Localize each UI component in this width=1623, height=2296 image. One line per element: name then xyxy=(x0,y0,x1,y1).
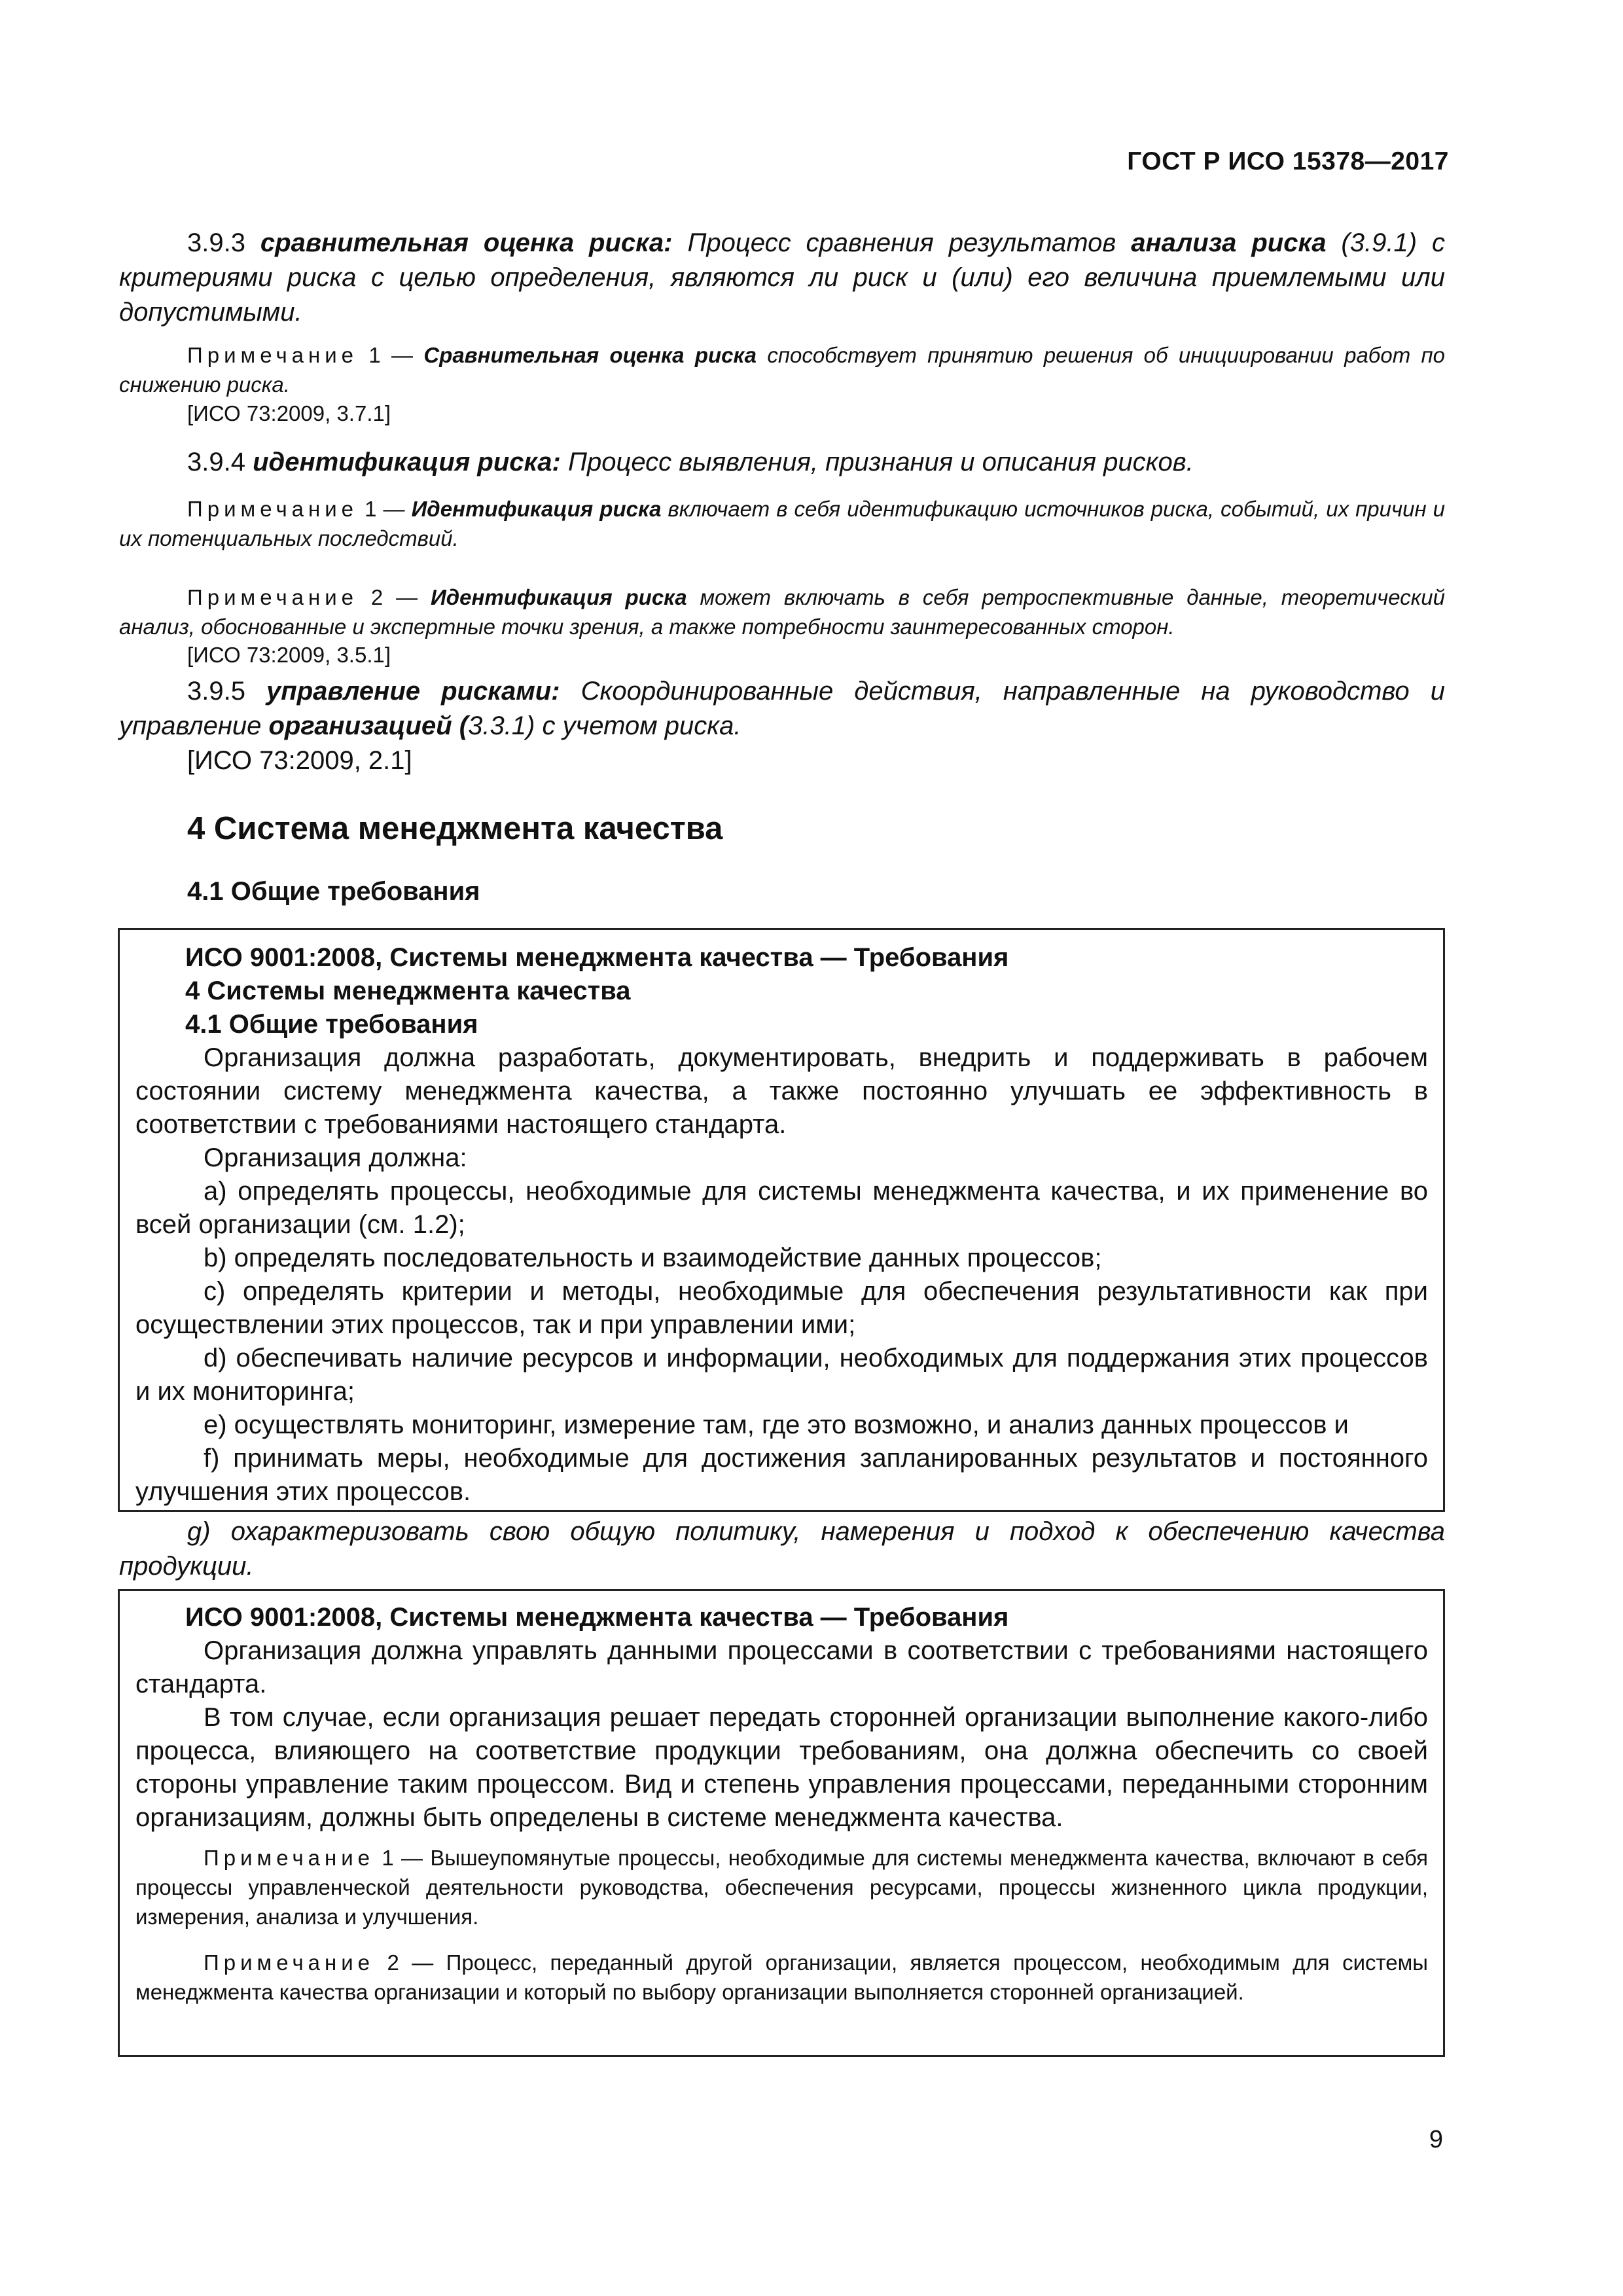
note-text: 2 — Процесс, переданный другой организации, является процессом, необходимым для системы менеджмента качества организации и который по выбору организации выполняется сторонней организацией. xyxy=(135,1950,1429,2004)
source-ref: [ИСО 73:2009, 3.7.1] xyxy=(187,401,391,425)
list-item-a: a) определять процессы, необходимые для системы менеджмента качества, и их применение во всей организации (см. 1.2); xyxy=(135,1177,1428,1239)
note-text: способствует принятию решения об инициировании работ по снижению риска. xyxy=(119,343,1446,397)
source-ref: [ИСО 73:2009, 3.5.1] xyxy=(187,643,391,667)
term-name: идентификация риска: xyxy=(253,448,561,476)
box-subheading: 4.1 Общие требования xyxy=(185,1010,478,1039)
quote-box-iso9001-2 xyxy=(118,1589,1445,2057)
list-item-c: c) определять критерии и методы, необходимые для обеспечения результативности как при осуществлении этих процессов, так и при управлении ими; xyxy=(135,1277,1428,1339)
term-reference: организацией ( xyxy=(268,711,469,740)
note-text: включает в себя идентификацию источников риска, событий, их причин и их потенциальных последствий. xyxy=(119,497,1446,550)
term-name: сравнительная оценка риска: xyxy=(260,228,673,257)
term-definition-cont: 3.3.1) с учетом риска. xyxy=(468,711,741,740)
term-definition: Процесс выявления, признания и описания рисков. xyxy=(568,448,1194,476)
term-3-9-5 xyxy=(119,674,1445,744)
box-paragraph: В том случае, если организация решает передать сторонней организации выполнение какого-либо процесса, влияющего на соответствие продукции требованиям, она должна обеспечить со своей стороны управление таким процессом. Вид и степень управления процессами, переданными сторонним организациям, должны быть определены в системе менеджмента качества. xyxy=(135,1703,1428,1832)
quote-box-iso9001 xyxy=(118,928,1445,1512)
box-heading: 4 Системы менеджмента качества xyxy=(185,977,631,1005)
box-paragraph: Организация должна управлять данными процессами в соответствии с требованиями настоящего стандарта. xyxy=(135,1636,1428,1698)
note-3-9-4-2 xyxy=(119,583,1445,641)
term-number: 3.9.5 xyxy=(187,677,245,706)
note-term: Идентификация риска xyxy=(430,585,687,609)
term-definition: Процесс сравнения результатов xyxy=(687,228,1116,257)
term-definition: Скоординированные действия, направленные на руководство и управление xyxy=(119,677,1445,740)
subsection-title: 4.1 Общие требования xyxy=(187,877,480,906)
note-term: Идентификация риска xyxy=(411,497,662,521)
list-item-b: b) определять последовательность и взаимодействие данных процессов; xyxy=(204,1244,1102,1272)
source-ref: [ИСО 73:2009, 2.1] xyxy=(187,746,412,775)
term-definition-cont: (3.9.1) с критериями риска с целью определения, являются ли риск и (или) его величина приемлемыми или допустимыми. xyxy=(119,228,1445,327)
box-title: ИСО 9001:2008, Системы менеджмента качества — Требования xyxy=(185,1603,1009,1632)
standard-header: ГОСТ Р ИСО 15378—2017 xyxy=(1127,147,1449,175)
box-paragraph: Организация должна: xyxy=(204,1143,467,1172)
list-item-f: f) принимать меры, необходимые для достижения запланированных результатов и постоянного улучшения этих процессов. xyxy=(135,1444,1428,1506)
list-item-d: d) обеспечивать наличие ресурсов и информации, необходимых для поддержания этих процессов и их мониторинга; xyxy=(135,1344,1428,1406)
note-text: 1 — Вышеупомянутые процессы, необходимые для системы менеджмента качества, включают в себя процессы управленческой деятельности руководства, обеспечения ресурсами, процессы жизненного цикла продукции, измерения, анализа и улучшения. xyxy=(135,1846,1428,1929)
list-item-g: g) охарактеризовать свою общую политику, намерения и подход к обеспечению качества продукции. xyxy=(119,1517,1445,1581)
term-name: управление рисками: xyxy=(266,677,560,706)
list-item-e: e) осуществлять мониторинг, измерение там, где это возможно, и анализ данных процессов и xyxy=(204,1410,1349,1439)
term-number: 3.9.3 xyxy=(187,228,245,257)
note-label: Примечание xyxy=(204,1846,375,1870)
note-3-9-3 xyxy=(119,340,1445,399)
box-note-1 xyxy=(135,1843,1428,1931)
note-number: 1 — xyxy=(365,497,405,521)
note-number: 1 — xyxy=(368,343,414,367)
term-3-9-4 xyxy=(119,445,1445,480)
note-text: может включать в себя ретроспективные данные, теоретический анализ, обоснованные и экспертные точки зрения, а также потребности заинтересованных сторон. xyxy=(119,585,1446,639)
note-label: Примечание xyxy=(187,585,359,609)
term-reference: анализа риска xyxy=(1131,228,1327,257)
note-label: Примечание xyxy=(204,1950,375,1975)
note-label: Примечание xyxy=(187,497,359,521)
box-paragraph: Организация должна разработать, документировать, внедрить и поддерживать в рабочем состоянии систему менеджмента качества, а также постоянно улучшать ее эффективность в соответствии с требованиями настоящего стандарта. xyxy=(135,1043,1428,1139)
term-number: 3.9.4 xyxy=(187,448,245,476)
box-note-2 xyxy=(135,1948,1428,2007)
section-title: 4 Система менеджмента качества xyxy=(187,811,723,846)
note-term: Сравнительная оценка риска xyxy=(423,343,757,367)
note-number: 2 — xyxy=(370,585,418,609)
page-number: 9 xyxy=(1429,2126,1443,2153)
box-title: ИСО 9001:2008, Системы менеджмента качества — Требования xyxy=(185,943,1009,972)
note-label: Примечание xyxy=(187,343,359,367)
term-3-9-3 xyxy=(119,226,1445,330)
note-3-9-4-1 xyxy=(119,494,1445,553)
